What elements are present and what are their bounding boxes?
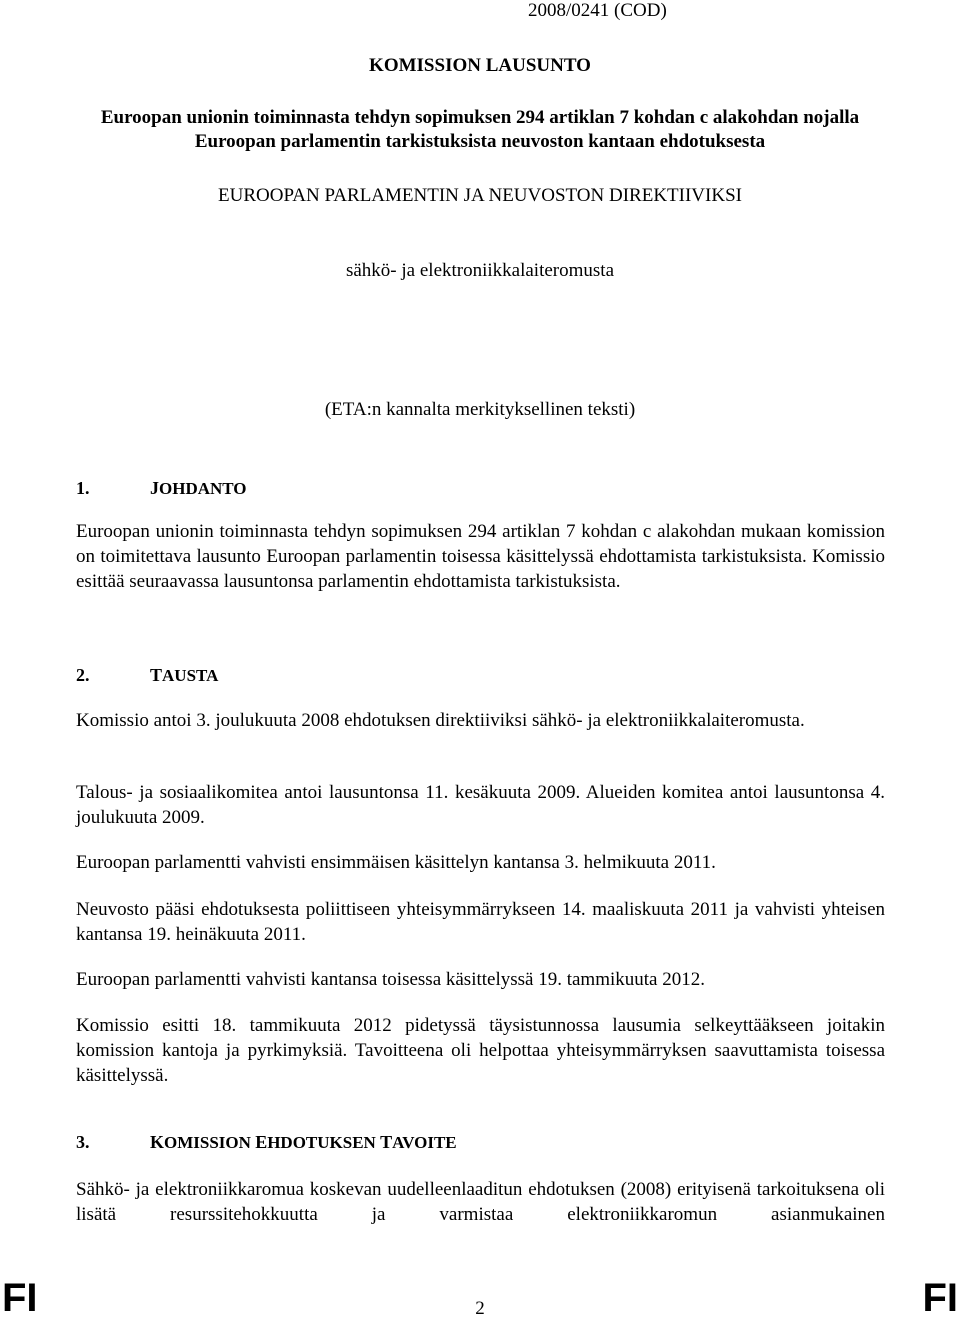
section-3-paragraph: Sähkö- ja elektroniikkaromua koskevan uudelleenlaaditun ehdotuksen (2008) erityisenä tarkoituksena oli lisätä resurssitehokkuutta ja varmistaa elektroniikkaromun asianmukainen: [76, 1179, 885, 1225]
section-2-paragraph-2: Talous- ja sosiaalikomitea antoi lausuntonsa 11. kesäkuuta 2009. Alueiden komitea antoi lausuntonsa 4. joulukuuta 2009.: [76, 782, 885, 828]
document-reference: 2008/0241 (COD): [528, 0, 667, 21]
section-2-number: 2.: [76, 665, 90, 685]
section-2-paragraph-3: Euroopan parlamentti vahvisti ensimmäisen käsittelyn kantansa 3. helmikuuta 2011.: [76, 852, 716, 873]
section-1-heading-initial: J: [150, 478, 159, 498]
section-3-heading-initial-1: K: [150, 1132, 165, 1152]
section-3-heading: [76, 1130, 457, 1155]
footer-language-right: FI: [922, 1276, 958, 1320]
directive-subject: sähkö- ja elektroniikkalaiteromusta: [345, 260, 615, 281]
section-2-paragraph-6: Komissio esitti 18. tammikuuta 2012 pidetyssä täysistunnossa lausumia selkeyttääkseen joitakin komission kantoja ja pyrkimyksiä. Tavoitteena oli helpottaa yhteisymmärryksen saavuttamista toisessa käsittelyssä.: [76, 1015, 885, 1086]
section-2-paragraph-4: Neuvosto pääsi ehdotuksesta poliittiseen yhteisymmärrykseen 14. maaliskuuta 2011 ja vahvisti yhteisen kantansa 19. heinäkuuta 2011.: [76, 899, 885, 945]
section-2-paragraph-1: Komissio antoi 3. joulukuuta 2008 ehdotuksen direktiiviksi sähkö- ja elektroniikkalaiteromusta.: [76, 710, 805, 731]
section-1-number: 1.: [76, 478, 90, 498]
section-1-heading-rest: OHDANTO: [159, 479, 247, 498]
section-3-heading-rest-1: OMISSION: [164, 1133, 256, 1152]
section-3-number: 3.: [76, 1132, 90, 1152]
section-3-heading-rest-2: HDOTUKSEN: [267, 1133, 381, 1152]
section-1-heading: [76, 476, 247, 501]
directive-title: EUROOPAN PARLAMENTIN JA NEUVOSTON DIREKTIIVIKSI: [218, 185, 742, 206]
document-title: KOMISSION LAUSUNTO: [369, 55, 591, 76]
section-3-heading-rest-3: AVOITE: [392, 1133, 457, 1152]
section-1-paragraph: Euroopan unionin toiminnasta tehdyn sopimuksen 294 artiklan 7 kohdan c alakohdan mukaan komission on toimitettava lausunto Euroopan parlamentin toisessa käsittelyssä ehdottamista tarkistuksista. Komissio esittää seuraavassa lausuntonsa parlamentin ehdottamista tarkistuksista.: [76, 521, 885, 592]
section-2-heading-rest: AUSTA: [162, 666, 219, 685]
section-2-heading-initial: T: [150, 665, 163, 685]
footer-language-left: FI: [2, 1276, 38, 1320]
page-number: 2: [475, 1298, 485, 1319]
section-3-heading-initial-2: E: [255, 1132, 268, 1152]
section-2-heading: [76, 663, 218, 688]
document-subtitle: Euroopan unionin toiminnasta tehdyn sopimuksen 294 artiklan 7 kohdan c alakohdan nojalla Euroopan parlamentin tarkistuksista neuvoston kantaan ehdotuksesta: [100, 107, 860, 152]
eea-relevance-note: (ETA:n kannalta merkityksellinen teksti): [324, 399, 636, 420]
section-2-paragraph-5: Euroopan parlamentti vahvisti kantansa toisessa käsittelyssä 19. tammikuuta 2012.: [76, 969, 705, 990]
section-3-heading-initial-3: T: [380, 1132, 393, 1152]
